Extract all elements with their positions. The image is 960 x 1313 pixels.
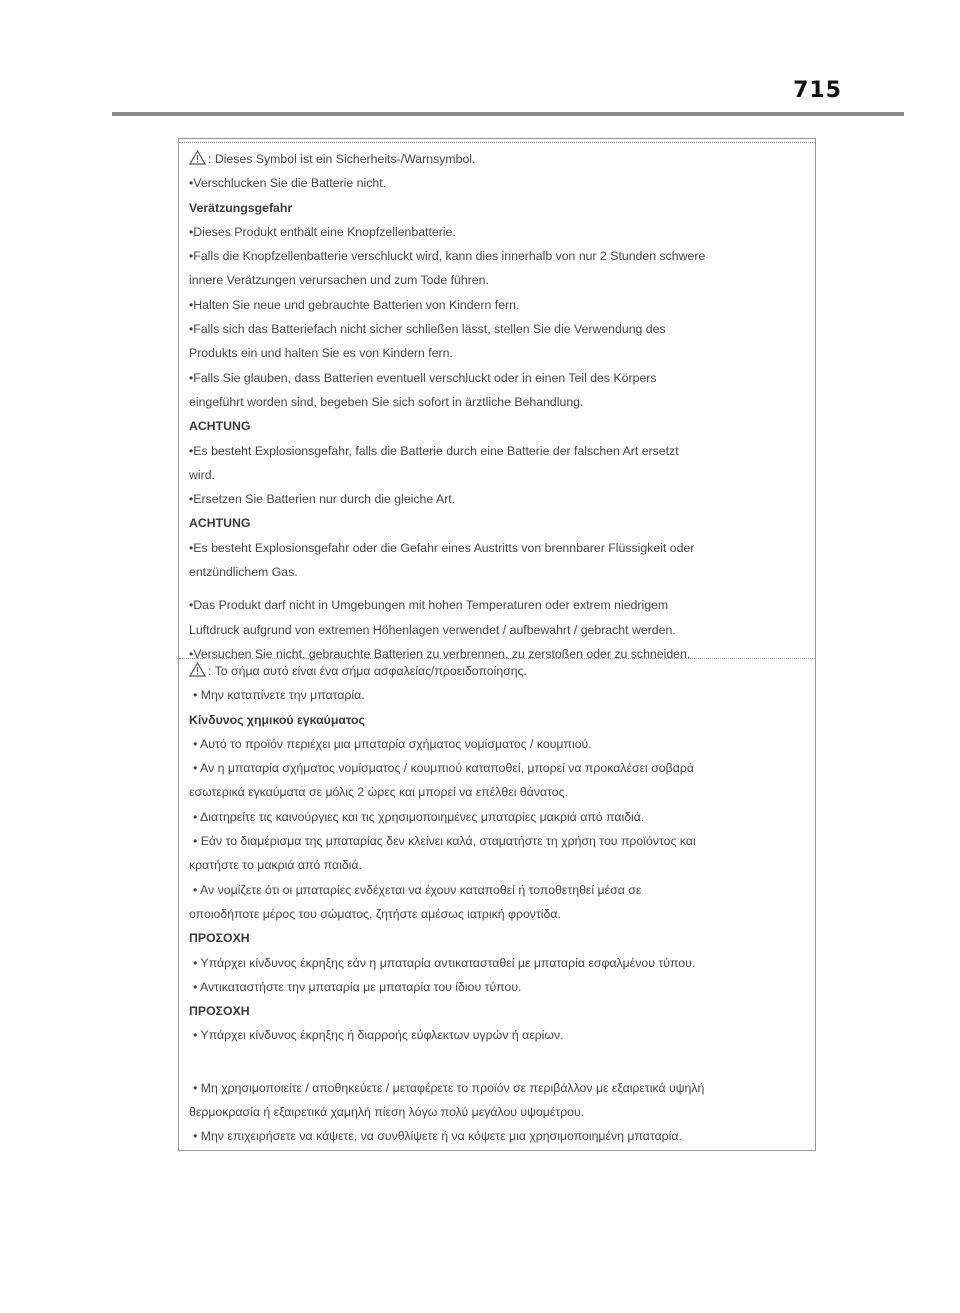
greek-lines: [179, 683, 815, 1047]
text-line: •Es besteht Explosionsgefahr oder die Gefahr eines Austritts von brennbarer Flüssigkeit oder: [189, 540, 695, 555]
text-line: •Falls Sie glauben, dass Batterien eventuell verschluckt oder in einen Teil des Körpers: [189, 370, 657, 385]
greek-lines-after-gap: [179, 1076, 815, 1149]
section-heading: ΠΡΟΣΟΧΗ: [189, 931, 250, 946]
warning-triangle-icon: [189, 150, 206, 165]
section-heading: Verätzungsgefahr: [189, 200, 293, 215]
text-line: Luftdruck aufgrund von extremen Höhenlagen verwendet / aufbewahrt / gebracht werden.: [189, 622, 676, 637]
section-heading: ΠΡΟΣΟΧΗ: [189, 1004, 250, 1019]
text-line: •Falls die Knopfzellenbatterie verschluckt wird, kann dies innerhalb von nur 2 Stunden schwere: [189, 249, 706, 264]
text-line: • Αντικαταστήστε την μπαταρία με μπαταρία του ίδιου τύπου.: [193, 979, 522, 994]
text-line: eingeführt worden sind, begeben Sie sich sofort in ärztliche Behandlung.: [189, 394, 584, 409]
german-gap: [179, 584, 815, 593]
section-heading: Κίνδυνος χημικού εγκαύματος: [189, 712, 365, 727]
text-line: •Ersetzen Sie Batterien nur durch die gleiche Art.: [189, 492, 456, 507]
text-line: • Μη χρησιμοποιείτε / αποθηκεύετε / μεταφέρετε το προϊόν σε περιβάλλον με εξαιρετικά υψηλή: [193, 1080, 705, 1095]
text-line: •Es besteht Explosionsgefahr, falls die Batterie durch eine Batterie der falschen Art ersetzt: [189, 443, 679, 458]
text-line: • Αν νομίζετε ότι οι μπαταρίες ενδέχεται να έχουν καταποθεί ή τοποθετηθεί μέσα σε: [193, 882, 642, 897]
text-line: θερμοκρασία ή εξαιρετικά χαμηλή πίεση λόγω πολύ μεγάλου υψομέτρου.: [189, 1105, 585, 1120]
text-line: wird.: [189, 467, 215, 482]
header-rule: [112, 112, 904, 116]
german-symbol-line: [179, 147, 815, 171]
greek-symbol-text: : Το σήμα αυτό είναι ένα σήμα ασφαλείας/προειδοποίησης.: [208, 664, 527, 678]
section-heading: ACHTUNG: [189, 419, 251, 434]
text-line: • Υπάρχει κίνδυνος έκρηξης ή διαρροής εύφλεκτων υγρών ή αερίων.: [193, 1028, 564, 1043]
german-symbol-text: : Dieses Symbol ist ein Sicherheits-/Warnsymbol.: [208, 152, 476, 166]
greek-symbol-line: [179, 659, 815, 683]
text-line: οποιοδήποτε μέρος του σώματος, ζητήστε αμέσως ιατρική φροντίδα.: [189, 906, 561, 921]
top-divider: [179, 142, 815, 143]
german-lines-after-gap: [179, 593, 815, 666]
text-line: • Διατηρείτε τις καινούργιες και τις χρησιμοποιημένες μπαταρίες μακριά από παιδιά.: [193, 809, 645, 824]
page-number: 715: [793, 78, 842, 103]
warning-box: [178, 138, 816, 1151]
text-line: •Falls sich das Batteriefach nicht sicher schließen lässt, stellen Sie die Verwendung des: [189, 322, 666, 337]
text-line: •Versuchen Sie nicht, gebrauchte Batterien zu verbrennen, zu zerstoßen oder zu schneiden.: [189, 646, 691, 661]
text-line: Produkts ein und halten Sie es von Kindern fern.: [189, 346, 453, 361]
german-lines: [179, 171, 815, 584]
greek-section: [179, 658, 815, 1149]
text-line: •Halten Sie neue und gebrauchte Batterien von Kindern fern.: [189, 297, 520, 312]
text-line: • Μην επιχειρήσετε να κάψετε, να συνθλίψετε ή να κόψετε μια χρησιμοποιημένη μπαταρία.: [193, 1129, 682, 1144]
text-line: • Υπάρχει κίνδυνος έκρηξης εάν η μπαταρία αντικατασταθεί με μπαταρία εσφαλμένου τύπου.: [193, 955, 696, 970]
text-line: •Verschlucken Sie die Batterie nicht.: [189, 176, 387, 191]
section-heading: ACHTUNG: [189, 516, 251, 531]
text-line: entzündlichem Gas.: [189, 565, 298, 580]
text-line: •Das Produkt darf nicht in Umgebungen mit hohen Temperaturen oder extrem niedrigem: [189, 598, 669, 613]
text-line: κρατήστε το μακριά από παιδιά.: [189, 858, 362, 873]
german-section: [179, 147, 815, 666]
greek-gap: [179, 1048, 815, 1076]
text-line: • Μην καταπίνετε την μπαταρία.: [193, 688, 365, 703]
text-line: innere Verätzungen verursachen und zum Tode führen.: [189, 273, 489, 288]
text-line: •Dieses Produkt enthält eine Knopfzellenbatterie.: [189, 224, 456, 239]
text-line: • Εάν το διαμέρισμα της μπαταρίας δεν κλείνει καλά, σταματήστε τη χρήση του προϊόντος και: [193, 834, 696, 849]
text-line: εσωτερικά εγκαύματα σε μόλις 2 ώρες και μπορεί να επέλθει θάνατος.: [189, 785, 568, 800]
warning-triangle-icon: [189, 662, 206, 677]
text-line: • Αν η μπαταρία σχήματος νομίσματος / κουμπιού καταποθεί, μπορεί να προκαλέσει σοβαρά: [193, 761, 694, 776]
text-line: • Αυτό το προϊόν περιέχει μια μπαταρία σχήματος νομίσματος / κουμπιού.: [193, 736, 592, 751]
